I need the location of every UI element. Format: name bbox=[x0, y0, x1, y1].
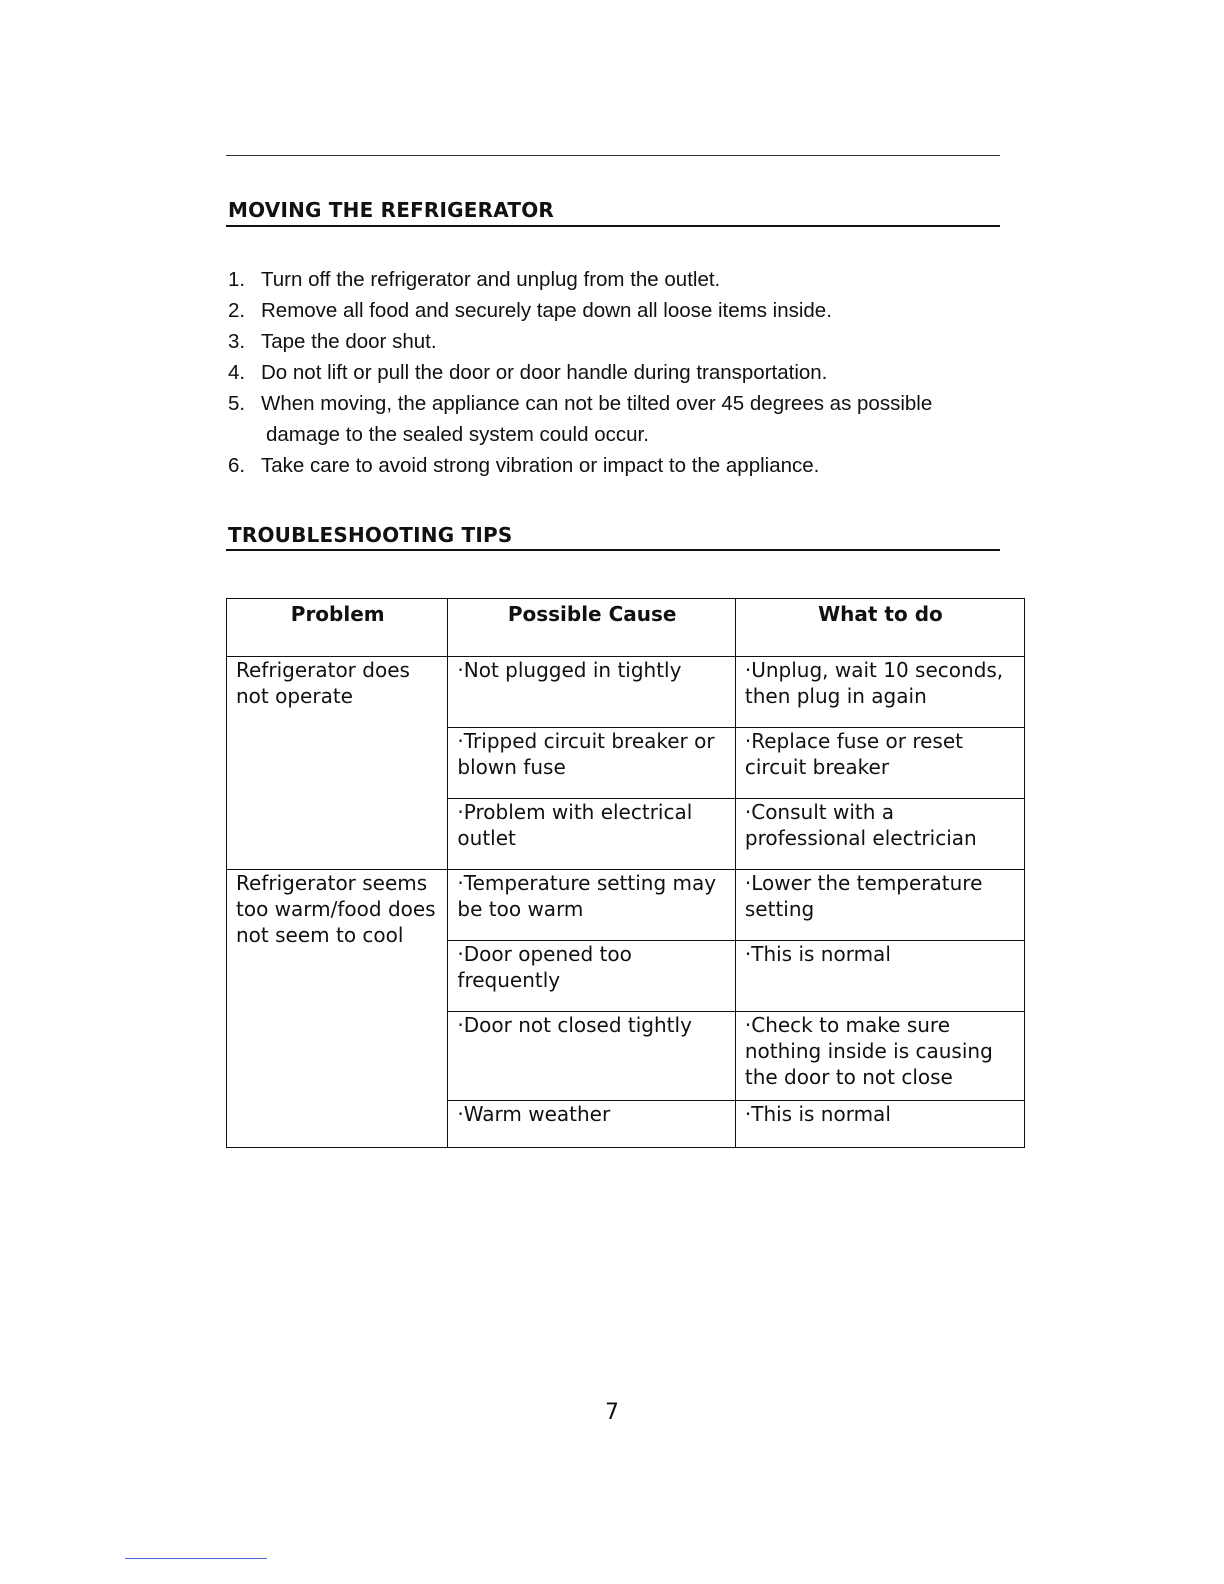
table-header-row bbox=[227, 599, 1025, 657]
step-text: When moving, the appliance can not be tilted over 45 degrees as possible bbox=[261, 392, 933, 415]
cause-cell: ·Tripped circuit breaker or blown fuse bbox=[448, 728, 735, 799]
cause-cell: ·Door not closed tightly bbox=[448, 1012, 735, 1101]
list-item bbox=[228, 264, 1000, 295]
action-cell: ·This is normal bbox=[735, 1101, 1024, 1148]
table-row bbox=[227, 657, 1025, 728]
moving-steps-list bbox=[228, 264, 1000, 481]
list-item-continuation bbox=[228, 419, 1000, 450]
footer-underline bbox=[125, 1558, 267, 1559]
step-number: 5. bbox=[228, 392, 246, 415]
problem-cell: Refrigerator seems too warm/food does not seem to cool bbox=[227, 870, 448, 1148]
action-cell: ·Check to make sure nothing inside is causing the door to not close bbox=[735, 1012, 1024, 1101]
cause-cell: ·Problem with electrical outlet bbox=[448, 799, 735, 870]
problem-cell: Refrigerator does not operate bbox=[227, 657, 448, 870]
moving-heading-rule bbox=[226, 225, 1000, 227]
column-header-cause: Possible Cause bbox=[448, 599, 735, 657]
action-cell: ·Unplug, wait 10 seconds, then plug in again bbox=[735, 657, 1024, 728]
step-text: Remove all food and securely tape down all loose items inside. bbox=[261, 299, 832, 322]
action-cell: ·This is normal bbox=[735, 941, 1024, 1012]
step-number: 2. bbox=[228, 299, 246, 322]
step-text: Turn off the refrigerator and unplug from the outlet. bbox=[261, 268, 721, 291]
step-number: 1. bbox=[228, 268, 246, 291]
cause-cell: ·Warm weather bbox=[448, 1101, 735, 1148]
page-number: 7 bbox=[605, 1400, 619, 1425]
step-number: 3. bbox=[228, 330, 246, 353]
step-text: Tape the door shut. bbox=[261, 330, 437, 353]
troubleshooting-heading: TROUBLESHOOTING TIPS bbox=[228, 523, 513, 547]
troubleshooting-heading-rule bbox=[226, 549, 1000, 551]
action-cell: ·Consult with a professional electrician bbox=[735, 799, 1024, 870]
cause-cell: ·Door opened too frequently bbox=[448, 941, 735, 1012]
column-header-action: What to do bbox=[735, 599, 1024, 657]
moving-heading: MOVING THE REFRIGERATOR bbox=[228, 198, 555, 222]
list-item bbox=[228, 450, 1000, 481]
action-cell: ·Lower the temperature setting bbox=[735, 870, 1024, 941]
step-text-continued: damage to the sealed system could occur. bbox=[266, 423, 649, 446]
action-cell: ·Replace fuse or reset circuit breaker bbox=[735, 728, 1024, 799]
list-item bbox=[228, 357, 1000, 388]
troubleshooting-table bbox=[226, 598, 1025, 1148]
step-number: 6. bbox=[228, 454, 246, 477]
table-row bbox=[227, 870, 1025, 941]
list-item bbox=[228, 326, 1000, 357]
list-item bbox=[228, 388, 1000, 419]
column-header-problem: Problem bbox=[227, 599, 448, 657]
cause-cell: ·Not plugged in tightly bbox=[448, 657, 735, 728]
list-item bbox=[228, 295, 1000, 326]
top-divider bbox=[226, 155, 1000, 156]
step-number: 4. bbox=[228, 361, 246, 384]
cause-cell: ·Temperature setting may be too warm bbox=[448, 870, 735, 941]
step-text: Take care to avoid strong vibration or impact to the appliance. bbox=[261, 454, 820, 477]
step-text: Do not lift or pull the door or door handle during transportation. bbox=[261, 361, 828, 384]
